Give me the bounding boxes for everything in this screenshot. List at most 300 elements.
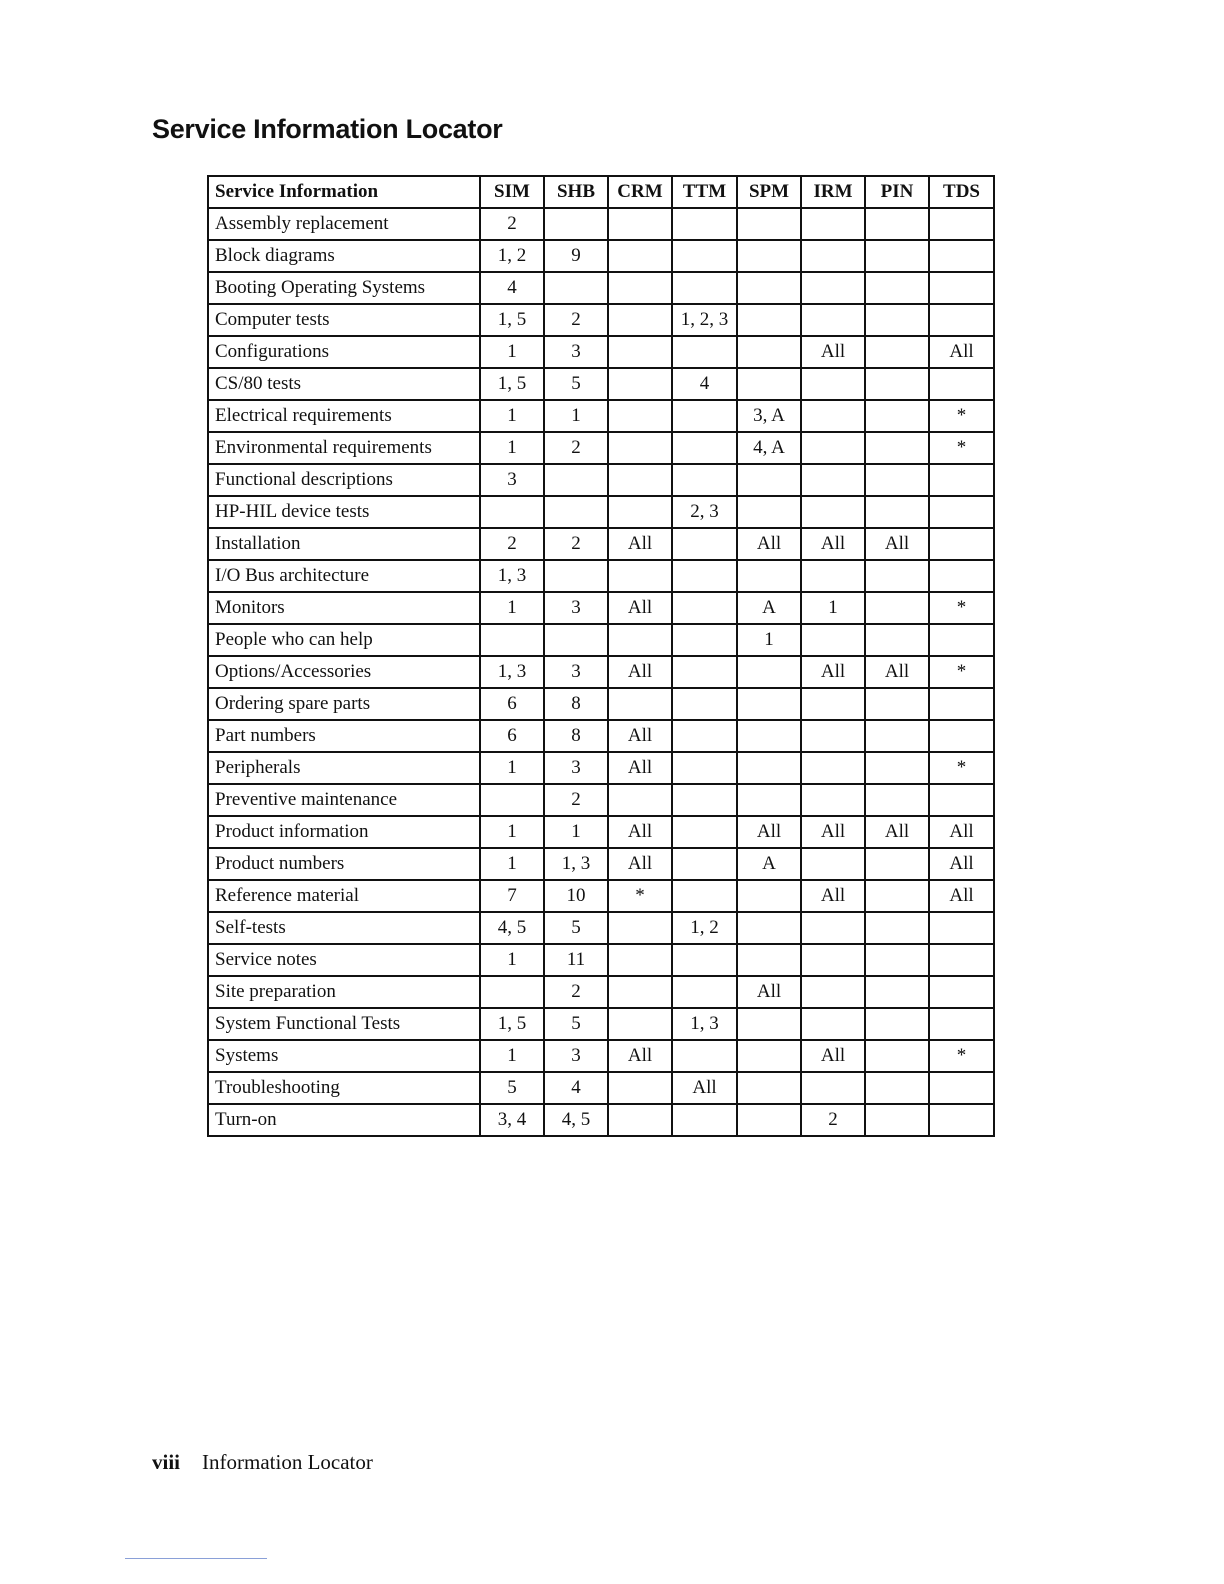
cell-service-information: I/O Bus architecture [208,560,480,592]
cell-service-information: Booting Operating Systems [208,272,480,304]
cell-sim: 1, 5 [480,368,544,400]
cell-crm [608,1104,672,1136]
cell-sim: 1 [480,944,544,976]
cell-sim: 1 [480,432,544,464]
page-footer [152,1450,373,1475]
cell-service-information: Ordering spare parts [208,688,480,720]
cell-crm: All [608,752,672,784]
cell-crm: All [608,848,672,880]
cell-tds [929,272,994,304]
cell-irm [801,1072,865,1104]
column-header-service-information: Service Information [208,176,480,208]
cell-irm: All [801,528,865,560]
cell-tds: * [929,400,994,432]
cell-crm [608,304,672,336]
column-header-tds: TDS [929,176,994,208]
table-row [208,208,994,240]
cell-shb: 4 [544,1072,608,1104]
cell-ttm [672,624,737,656]
cell-tds: * [929,432,994,464]
cell-service-information: Systems [208,1040,480,1072]
column-header-spm: SPM [737,176,801,208]
page-number: viii [152,1450,181,1474]
cell-pin [865,496,929,528]
cell-crm [608,560,672,592]
table-row [208,784,994,816]
table-row [208,656,994,688]
cell-pin [865,208,929,240]
table-header-row [208,176,994,208]
table-row [208,1008,994,1040]
cell-tds: All [929,336,994,368]
cell-spm: All [737,816,801,848]
cell-tds [929,240,994,272]
cell-irm [801,496,865,528]
cell-sim: 1, 3 [480,656,544,688]
cell-pin [865,624,929,656]
cell-crm [608,464,672,496]
cell-tds [929,560,994,592]
cell-crm: All [608,1040,672,1072]
table-row [208,400,994,432]
cell-irm [801,688,865,720]
cell-service-information: Peripherals [208,752,480,784]
cell-pin [865,560,929,592]
table-body [208,208,994,1136]
cell-sim: 1 [480,400,544,432]
cell-spm [737,464,801,496]
cell-crm: All [608,720,672,752]
cell-spm [737,720,801,752]
cell-sim: 2 [480,208,544,240]
cell-pin [865,752,929,784]
cell-ttm [672,432,737,464]
cell-pin [865,688,929,720]
cell-service-information: Electrical requirements [208,400,480,432]
cell-ttm [672,976,737,1008]
cell-sim: 3, 4 [480,1104,544,1136]
cell-shb: 1 [544,400,608,432]
cell-tds [929,688,994,720]
cell-pin [865,1104,929,1136]
column-header-irm: IRM [801,176,865,208]
cell-tds: * [929,752,994,784]
cell-ttm [672,528,737,560]
cell-ttm [672,848,737,880]
cell-service-information: Self-tests [208,912,480,944]
cell-spm [737,880,801,912]
cell-pin [865,1072,929,1104]
cell-spm [737,272,801,304]
cell-irm [801,1008,865,1040]
cell-sim: 1, 5 [480,1008,544,1040]
cell-crm: All [608,816,672,848]
cell-tds: * [929,656,994,688]
cell-pin [865,1008,929,1040]
cell-tds [929,976,994,1008]
table-row [208,336,994,368]
cell-shb: 4, 5 [544,1104,608,1136]
cell-tds [929,496,994,528]
cell-tds [929,368,994,400]
table-row [208,432,994,464]
cell-shb: 2 [544,432,608,464]
cell-service-information: Block diagrams [208,240,480,272]
cell-sim: 1, 5 [480,304,544,336]
cell-pin [865,304,929,336]
cell-ttm: 1, 2 [672,912,737,944]
cell-irm [801,720,865,752]
cell-shb: 3 [544,656,608,688]
column-header-pin: PIN [865,176,929,208]
footer-section-title: Information Locator [202,1450,373,1474]
cell-crm [608,432,672,464]
cell-ttm: 1, 3 [672,1008,737,1040]
cell-service-information: System Functional Tests [208,1008,480,1040]
cell-spm: 3, A [737,400,801,432]
cell-crm [608,208,672,240]
cell-pin [865,240,929,272]
cell-service-information: Options/Accessories [208,656,480,688]
table-row [208,272,994,304]
cell-spm: All [737,528,801,560]
column-header-shb: SHB [544,176,608,208]
cell-tds [929,720,994,752]
cell-shb: 2 [544,304,608,336]
cell-spm [737,240,801,272]
cell-shb: 1 [544,816,608,848]
cell-crm [608,400,672,432]
cell-spm [737,368,801,400]
cell-sim [480,784,544,816]
column-header-sim: SIM [480,176,544,208]
cell-tds: All [929,816,994,848]
cell-irm [801,400,865,432]
cell-sim: 4, 5 [480,912,544,944]
cell-spm [737,944,801,976]
cell-shb: 2 [544,528,608,560]
cell-crm [608,1008,672,1040]
column-header-ttm: TTM [672,176,737,208]
cell-crm: All [608,656,672,688]
cell-ttm [672,784,737,816]
cell-shb [544,560,608,592]
cell-crm: All [608,592,672,624]
cell-irm [801,560,865,592]
cell-spm [737,1072,801,1104]
cell-tds [929,784,994,816]
cell-irm [801,432,865,464]
cell-ttm [672,336,737,368]
table-row [208,688,994,720]
cell-irm [801,912,865,944]
cell-shb: 8 [544,720,608,752]
cell-irm [801,752,865,784]
cell-ttm [672,464,737,496]
cell-tds [929,624,994,656]
cell-irm [801,944,865,976]
margin-rule [125,1558,267,1559]
cell-tds [929,1104,994,1136]
cell-service-information: Turn-on [208,1104,480,1136]
cell-ttm [672,880,737,912]
cell-ttm [672,1104,737,1136]
cell-irm: All [801,1040,865,1072]
cell-pin [865,848,929,880]
cell-spm [737,336,801,368]
cell-irm [801,240,865,272]
cell-service-information: Reference material [208,880,480,912]
cell-pin: All [865,528,929,560]
cell-pin [865,336,929,368]
cell-shb: 3 [544,336,608,368]
cell-service-information: Site preparation [208,976,480,1008]
cell-shb: 3 [544,1040,608,1072]
table-row [208,592,994,624]
cell-shb: 1, 3 [544,848,608,880]
cell-tds [929,912,994,944]
cell-shb: 5 [544,368,608,400]
cell-irm: 2 [801,1104,865,1136]
cell-sim: 1 [480,1040,544,1072]
table-row [208,304,994,336]
cell-service-information: Assembly replacement [208,208,480,240]
cell-pin [865,880,929,912]
cell-ttm [672,1040,737,1072]
table-row [208,1104,994,1136]
cell-spm [737,912,801,944]
table-row [208,944,994,976]
cell-pin [865,976,929,1008]
cell-sim: 1, 3 [480,560,544,592]
cell-sim [480,496,544,528]
cell-sim: 1 [480,752,544,784]
column-header-crm: CRM [608,176,672,208]
cell-tds [929,944,994,976]
cell-ttm [672,656,737,688]
cell-pin [865,784,929,816]
cell-pin [865,720,929,752]
cell-spm: A [737,592,801,624]
cell-ttm: All [672,1072,737,1104]
cell-sim: 1 [480,592,544,624]
cell-shb: 5 [544,912,608,944]
cell-irm: 1 [801,592,865,624]
cell-service-information: People who can help [208,624,480,656]
cell-irm: All [801,336,865,368]
cell-irm [801,272,865,304]
cell-shb [544,496,608,528]
table-row [208,1040,994,1072]
cell-irm: All [801,656,865,688]
table-row [208,720,994,752]
cell-spm [737,304,801,336]
cell-spm [737,1104,801,1136]
cell-service-information: Troubleshooting [208,1072,480,1104]
cell-spm: 4, A [737,432,801,464]
table-row [208,1072,994,1104]
cell-sim: 6 [480,688,544,720]
cell-pin [865,272,929,304]
cell-crm: All [608,528,672,560]
cell-tds: All [929,848,994,880]
cell-ttm [672,272,737,304]
cell-crm [608,624,672,656]
cell-ttm [672,240,737,272]
cell-service-information: HP-HIL device tests [208,496,480,528]
cell-shb [544,272,608,304]
cell-spm: All [737,976,801,1008]
cell-sim: 1, 2 [480,240,544,272]
cell-tds: * [929,1040,994,1072]
cell-irm [801,848,865,880]
cell-spm [737,1008,801,1040]
cell-crm [608,1072,672,1104]
cell-service-information: Computer tests [208,304,480,336]
cell-crm [608,976,672,1008]
cell-pin [865,1040,929,1072]
table-row [208,560,994,592]
cell-sim [480,976,544,1008]
cell-service-information: Environmental requirements [208,432,480,464]
cell-irm [801,368,865,400]
cell-service-information: Functional descriptions [208,464,480,496]
cell-ttm [672,944,737,976]
cell-spm [737,656,801,688]
cell-crm [608,944,672,976]
cell-ttm [672,592,737,624]
cell-service-information: Part numbers [208,720,480,752]
cell-spm [737,1040,801,1072]
cell-shb: 8 [544,688,608,720]
table-row [208,624,994,656]
cell-shb: 9 [544,240,608,272]
table-row [208,752,994,784]
cell-sim: 3 [480,464,544,496]
cell-shb [544,464,608,496]
cell-spm [737,208,801,240]
cell-spm: 1 [737,624,801,656]
cell-irm [801,464,865,496]
table-row [208,880,994,912]
cell-spm [737,752,801,784]
cell-crm [608,784,672,816]
cell-tds: * [929,592,994,624]
cell-irm [801,304,865,336]
cell-tds [929,464,994,496]
cell-pin [865,944,929,976]
table-row [208,816,994,848]
cell-ttm: 1, 2, 3 [672,304,737,336]
cell-sim: 1 [480,848,544,880]
cell-irm: All [801,880,865,912]
cell-sim: 1 [480,336,544,368]
cell-ttm [672,816,737,848]
cell-spm [737,560,801,592]
cell-crm [608,496,672,528]
cell-sim: 1 [480,816,544,848]
cell-shb: 5 [544,1008,608,1040]
cell-spm: A [737,848,801,880]
page-title: Service Information Locator [152,114,503,144]
cell-pin [865,368,929,400]
cell-service-information: Installation [208,528,480,560]
cell-service-information: CS/80 tests [208,368,480,400]
cell-crm: * [608,880,672,912]
cell-ttm [672,400,737,432]
cell-ttm [672,208,737,240]
cell-spm [737,784,801,816]
cell-ttm [672,688,737,720]
cell-irm: All [801,816,865,848]
cell-sim: 4 [480,272,544,304]
cell-pin [865,912,929,944]
cell-pin: All [865,816,929,848]
cell-crm [608,912,672,944]
cell-shb [544,624,608,656]
cell-service-information: Monitors [208,592,480,624]
cell-crm [608,368,672,400]
cell-ttm [672,720,737,752]
cell-shb: 2 [544,784,608,816]
cell-pin [865,400,929,432]
cell-sim [480,624,544,656]
cell-spm [737,688,801,720]
cell-shb: 10 [544,880,608,912]
cell-spm [737,496,801,528]
table-row [208,528,994,560]
table-row [208,496,994,528]
cell-tds [929,208,994,240]
cell-pin [865,592,929,624]
cell-shb [544,208,608,240]
table-row [208,464,994,496]
cell-service-information: Product numbers [208,848,480,880]
cell-irm [801,784,865,816]
cell-irm [801,976,865,1008]
cell-crm [608,688,672,720]
cell-sim: 7 [480,880,544,912]
cell-service-information: Product information [208,816,480,848]
cell-shb: 3 [544,752,608,784]
table-row [208,912,994,944]
cell-shb: 3 [544,592,608,624]
cell-ttm: 2, 3 [672,496,737,528]
cell-pin: All [865,656,929,688]
table-row [208,240,994,272]
table-row [208,368,994,400]
cell-ttm [672,752,737,784]
cell-crm [608,240,672,272]
cell-service-information: Configurations [208,336,480,368]
cell-sim: 6 [480,720,544,752]
cell-pin [865,464,929,496]
cell-shb: 11 [544,944,608,976]
cell-crm [608,336,672,368]
cell-tds [929,1072,994,1104]
cell-irm [801,208,865,240]
table-row [208,848,994,880]
cell-tds [929,1008,994,1040]
cell-pin [865,432,929,464]
cell-tds: All [929,880,994,912]
cell-ttm [672,560,737,592]
cell-tds [929,304,994,336]
cell-sim: 2 [480,528,544,560]
cell-service-information: Preventive maintenance [208,784,480,816]
cell-tds [929,528,994,560]
cell-shb: 2 [544,976,608,1008]
